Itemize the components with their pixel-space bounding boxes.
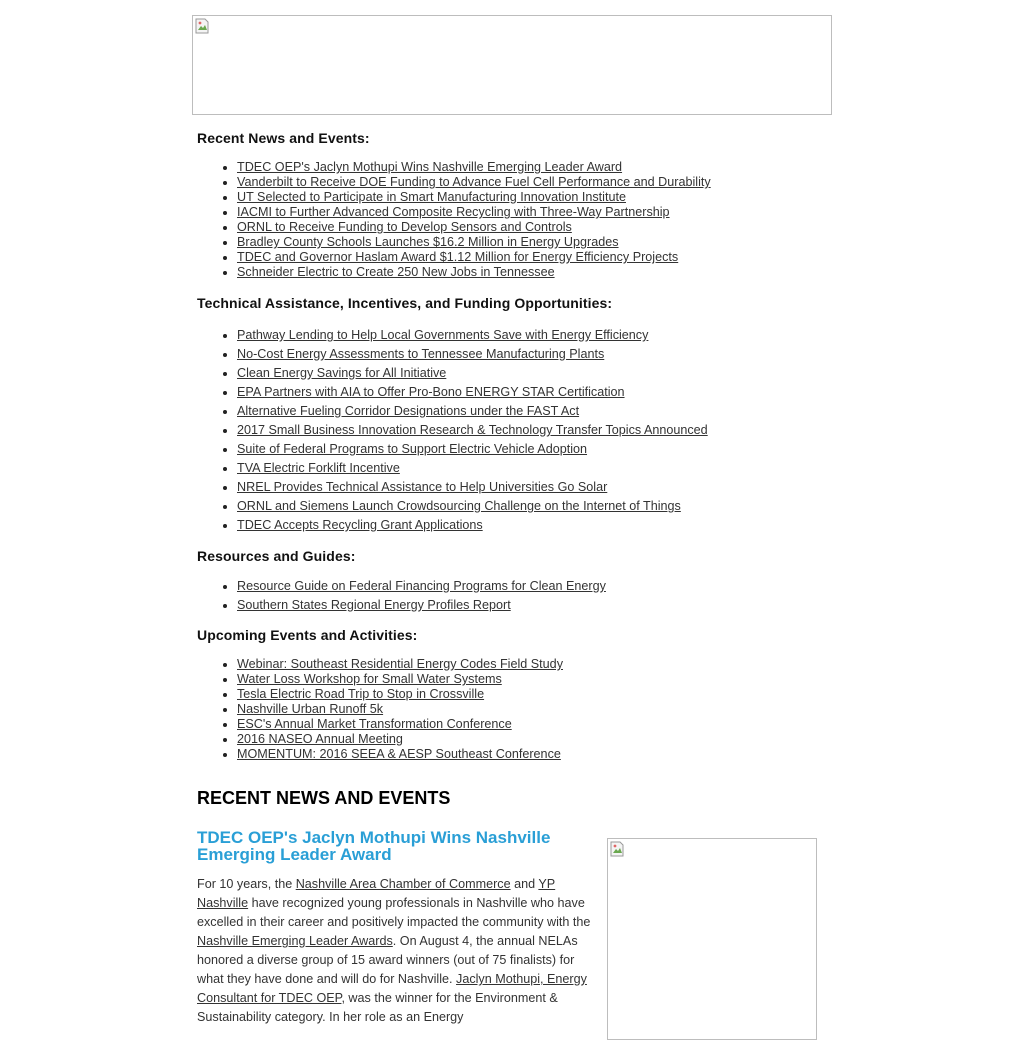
technical-assistance-link[interactable]: No-Cost Energy Assessments to Tennessee Manufacturing Plants	[237, 347, 605, 361]
technical-assistance-link[interactable]: TDEC Accepts Recycling Grant Applications	[237, 518, 483, 532]
technical-assistance-link[interactable]: TVA Electric Forklift Incentive	[237, 461, 400, 475]
list-item	[237, 345, 832, 364]
recent-news-link[interactable]: TDEC OEP's Jaclyn Mothupi Wins Nashville Emerging Leader Award	[237, 160, 623, 174]
recent-news-link[interactable]: Vanderbilt to Receive DOE Funding to Advance Fuel Cell Performance and Durability	[237, 175, 711, 189]
yp-nashville-link[interactable]: YP Nashville	[197, 877, 556, 910]
list-item	[237, 516, 832, 535]
list-item	[237, 478, 832, 497]
article-text-4: . On August 4, the annual NELAs honored a diverse group of 15 award winners (out of 75 finalists) for what they have done and will do for Nashville.	[197, 934, 578, 986]
list-item	[237, 205, 832, 220]
upcoming-events-list	[197, 657, 832, 762]
technical-assistance-link[interactable]: Pathway Lending to Help Local Governments Save with Energy Efficiency	[237, 328, 649, 342]
recent-news-list	[197, 160, 832, 280]
section-title-upcoming: Upcoming Events and Activities:	[197, 627, 418, 643]
article-text-2: and	[510, 877, 539, 891]
jaclyn-mothupi-link[interactable]: Jaclyn Mothupi, Energy Consultant for TDEC OEP	[197, 972, 587, 1005]
resources-list	[197, 577, 832, 615]
newsletter-container	[192, 15, 832, 1027]
list-item	[237, 402, 832, 421]
list-item	[237, 577, 832, 596]
technical-assistance-list	[197, 326, 832, 535]
list-item	[237, 717, 832, 732]
upcoming-event-link[interactable]: 2016 NASEO Annual Meeting	[237, 732, 403, 746]
article-text-5: , was the winner for the Environment & Sustainability category. In her role as an Energy	[197, 991, 558, 1024]
article-image	[607, 838, 817, 1040]
list-item	[237, 364, 832, 383]
list-item	[237, 175, 832, 190]
list-item	[237, 190, 832, 205]
list-item	[237, 596, 832, 615]
upcoming-event-link[interactable]: Water Loss Workshop for Small Water Systems	[237, 672, 502, 686]
recent-news-link[interactable]: TDEC and Governor Haslam Award $1.12 Million for Energy Efficiency Projects	[237, 250, 679, 264]
article-text-1: For 10 years, the	[197, 877, 296, 891]
news-heading: RECENT NEWS AND EVENTS	[197, 788, 451, 808]
list-item	[237, 459, 832, 478]
emerging-leader-awards-link[interactable]: Nashville Emerging Leader Awards	[197, 934, 393, 948]
list-item	[237, 657, 832, 672]
technical-assistance-link[interactable]: NREL Provides Technical Assistance to Help Universities Go Solar	[237, 480, 608, 494]
upcoming-event-link[interactable]: MOMENTUM: 2016 SEEA & AESP Southeast Conference	[237, 747, 561, 761]
list-item	[237, 383, 832, 402]
list-item	[237, 265, 832, 280]
list-item	[237, 220, 832, 235]
upcoming-event-link[interactable]: ESC's Annual Market Transformation Conference	[237, 717, 512, 731]
list-item	[237, 160, 832, 175]
list-item	[237, 732, 832, 747]
technical-assistance-link[interactable]: Alternative Fueling Corridor Designations under the FAST Act	[237, 404, 580, 418]
article-text-3: have recognized young professionals in Nashville who have excelled in their career and positively impacted the community with the	[197, 896, 591, 929]
list-item	[237, 235, 832, 250]
upcoming-event-link[interactable]: Nashville Urban Runoff 5k	[237, 702, 384, 716]
upcoming-event-link[interactable]: Webinar: Southeast Residential Energy Codes Field Study	[237, 657, 563, 671]
technical-assistance-link[interactable]: EPA Partners with AIA to Offer Pro-Bono ENERGY STAR Certification	[237, 385, 625, 399]
resource-link[interactable]: Southern States Regional Energy Profiles Report	[237, 598, 511, 612]
list-item	[237, 326, 832, 345]
technical-assistance-link[interactable]: Clean Energy Savings for All Initiative	[237, 366, 447, 380]
technical-assistance-link[interactable]: Suite of Federal Programs to Support Electric Vehicle Adoption	[237, 442, 588, 456]
article-body	[197, 875, 599, 1027]
list-item	[237, 440, 832, 459]
banner-image	[192, 15, 832, 115]
list-item	[237, 687, 832, 702]
broken-image-icon	[195, 18, 209, 34]
upcoming-event-link[interactable]: Tesla Electric Road Trip to Stop in Crossville	[237, 687, 485, 701]
resource-link[interactable]: Resource Guide on Federal Financing Programs for Clean Energy	[237, 579, 606, 593]
recent-news-link[interactable]: IACMI to Further Advanced Composite Recycling with Three-Way Partnership	[237, 205, 670, 219]
list-item	[237, 702, 832, 717]
list-item	[237, 672, 832, 687]
section-title-technical: Technical Assistance, Incentives, and Funding Opportunities:	[197, 295, 613, 311]
recent-news-link[interactable]: ORNL to Receive Funding to Develop Sensors and Controls	[237, 220, 572, 234]
recent-news-link[interactable]: UT Selected to Participate in Smart Manufacturing Innovation Institute	[237, 190, 626, 204]
recent-news-link[interactable]: Bradley County Schools Launches $16.2 Million in Energy Upgrades	[237, 235, 619, 249]
list-item	[237, 747, 832, 762]
section-title-resources: Resources and Guides:	[197, 548, 356, 564]
list-item	[237, 497, 832, 516]
list-item	[237, 421, 832, 440]
chamber-link[interactable]: Nashville Area Chamber of Commerce	[295, 877, 511, 891]
recent-news-link[interactable]: Schneider Electric to Create 250 New Jobs in Tennessee	[237, 265, 555, 279]
technical-assistance-link[interactable]: ORNL and Siemens Launch Crowdsourcing Challenge on the Internet of Things	[237, 499, 681, 513]
broken-image-icon	[610, 841, 624, 857]
technical-assistance-link[interactable]: 2017 Small Business Innovation Research & Technology Transfer Topics Announced	[237, 423, 708, 437]
list-item	[237, 250, 832, 265]
section-title-recent: Recent News and Events:	[197, 130, 370, 146]
article-title[interactable]: TDEC OEP's Jaclyn Mothupi Wins Nashville Emerging Leader Award	[197, 828, 551, 864]
